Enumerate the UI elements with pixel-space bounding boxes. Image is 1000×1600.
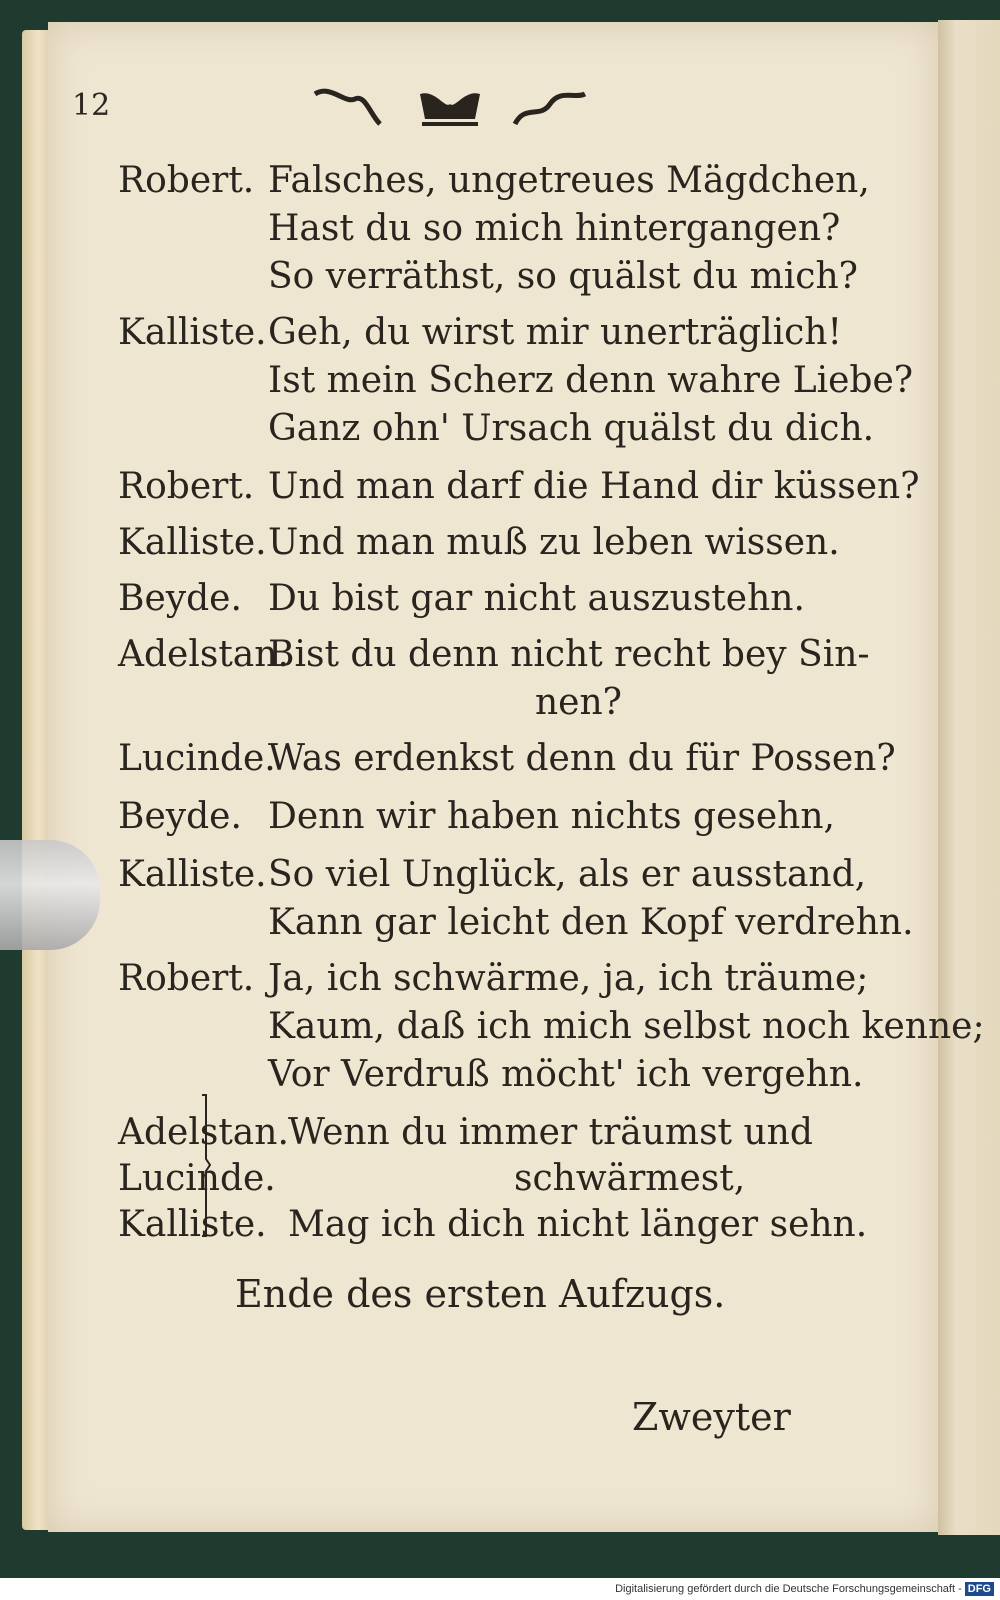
speaker-name: Kalliste.	[118, 854, 267, 895]
speaker-name: Robert.	[118, 466, 255, 507]
speaker-name: Kalliste.	[118, 1204, 267, 1245]
verse-text: Vor Verdruß möcht' ich vergehn.	[268, 1054, 864, 1095]
verse-text: So verräthst, so quälst du mich?	[268, 256, 858, 297]
bracket-icon	[198, 1093, 214, 1238]
verse-text: schwärmest,	[514, 1158, 746, 1199]
footer	[0, 1578, 1000, 1600]
verse-text: Und man darf die Hand dir küssen?	[268, 466, 920, 507]
speaker-name: Adelstan.	[118, 1112, 289, 1153]
verse-text: Du bist gar nicht auszustehn.	[268, 578, 805, 619]
speaker-name: Lucinde.	[118, 1158, 276, 1199]
verse-text: Bist du denn nicht recht bey Sin-	[268, 634, 870, 675]
speaker-name: Kalliste.	[118, 522, 267, 563]
verse-text: Geh, du wirst mir unerträglich!	[268, 312, 842, 353]
ornament-icon	[310, 84, 590, 134]
verse-text: nen?	[535, 682, 622, 723]
speaker-name: Adelstan.	[118, 634, 289, 675]
verse-text: Mag ich dich nicht länger sehn.	[288, 1204, 868, 1245]
speaker-name: Kalliste.	[118, 312, 267, 353]
speaker-name: Beyde.	[118, 796, 242, 837]
verse-text: Kaum, daß ich mich selbst noch kenne;	[268, 1006, 985, 1047]
verse-text: Was erdenkst denn du für Possen?	[268, 738, 896, 779]
verse-text: Ja, ich schwärme, ja, ich träume;	[268, 958, 869, 999]
verse-text: Wenn du immer träumst und	[288, 1112, 813, 1153]
verse-text: Hast du so mich hintergangen?	[268, 208, 841, 249]
verse-text: Ist mein Scherz denn wahre Liebe?	[268, 360, 914, 401]
page-number: 12	[72, 88, 111, 123]
speaker-name: Robert.	[118, 958, 255, 999]
verse-text: Und man muß zu leben wissen.	[268, 522, 840, 563]
verse-text: So viel Unglück, als er ausstand,	[268, 854, 867, 895]
verse-text: Denn wir haben nichts gesehn,	[268, 796, 835, 837]
verse-text: Falsches, ungetreues Mägdchen,	[268, 160, 870, 201]
thumb-clip	[0, 840, 100, 950]
verse-text: Kann gar leicht den Kopf verdrehn.	[268, 902, 914, 943]
footer-text: Digitalisierung gefördert durch die Deutsche Forschungsgemeinschaft -	[615, 1583, 962, 1595]
speaker-name: Beyde.	[118, 578, 242, 619]
catchword: Zweyter	[632, 1395, 791, 1439]
speaker-name: Lucinde.	[118, 738, 276, 779]
speaker-name: Robert.	[118, 160, 255, 201]
facing-page-edge	[938, 20, 1000, 1535]
act-end-text: Ende des ersten Aufzugs.	[235, 1272, 726, 1316]
dfg-logo: DFG	[965, 1582, 994, 1596]
verse-text: Ganz ohn' Ursach quälst du dich.	[268, 408, 875, 449]
